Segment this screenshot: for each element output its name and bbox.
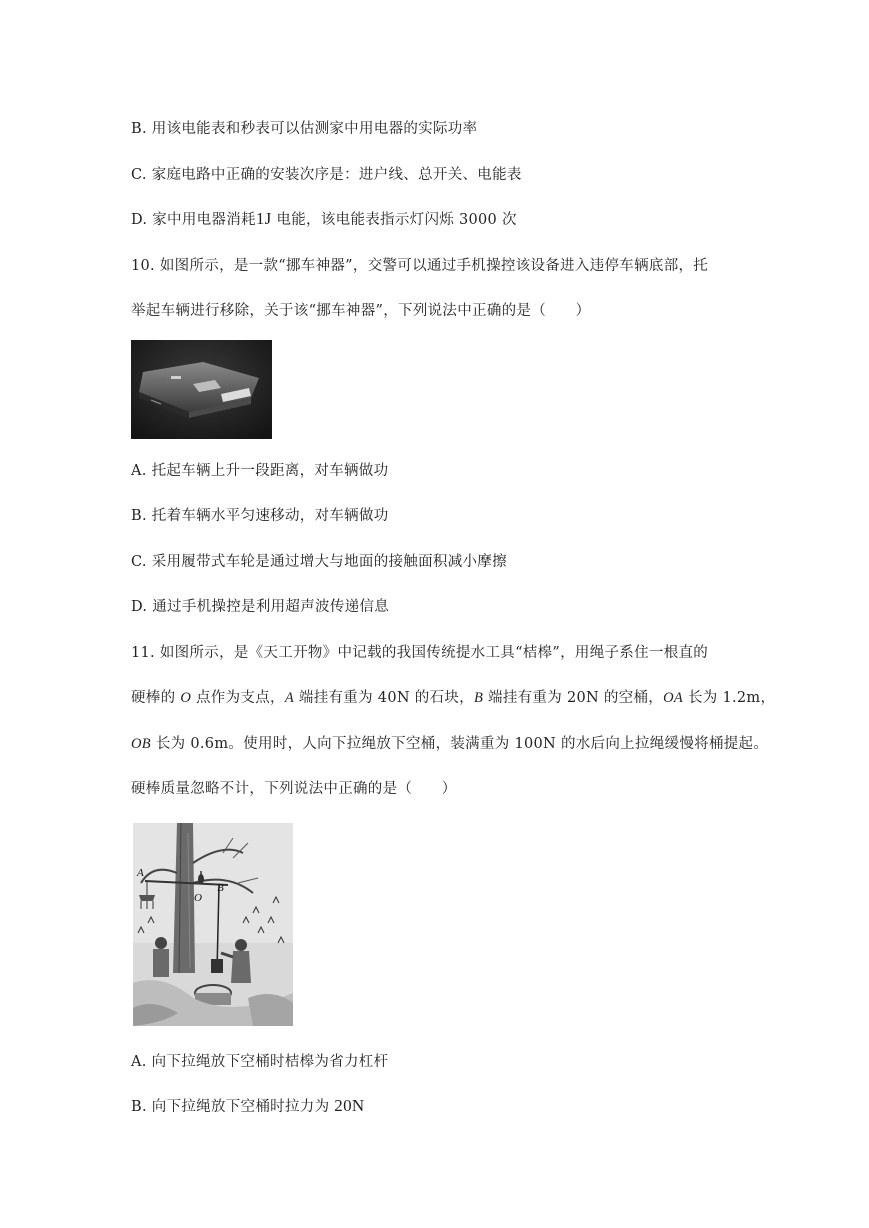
q10-option-d: D. 通过手机操控是利用超声波传递信息: [131, 599, 390, 615]
q11-option-b-force: 20N: [334, 1096, 365, 1115]
q11-stem3-a: 长为 0.6m。使用时，人向下拉绳放下空桶，装满重为 100N 的水后向上拉绳缓慢将桶提起。: [150, 736, 769, 752]
q10-stem-line2: 举起车辆进行移除，关于该“挪车神器”，下列说法中正确的是（ ）: [131, 303, 591, 319]
q9-option-c: C. 家庭电路中正确的安装次序是：进户线、总开关、电能表: [131, 167, 522, 183]
car-mover-device-image: [131, 340, 272, 439]
fig-label-o: O: [194, 892, 202, 904]
well-sweep-illustration: [133, 823, 293, 1026]
point-b-label: B: [473, 690, 484, 706]
q11-option-b: [131, 1095, 364, 1116]
q10-option-a: A. 托起车辆上升一段距离，对车辆做功: [131, 463, 389, 479]
q11-stem-line4: 硬棒质量忽略不计，下列说法中正确的是（ ）: [131, 781, 457, 797]
q10-option-c: C. 采用履带式车轮是通过增大与地面的接触面积减小摩擦: [131, 554, 507, 570]
fig-label-a: A: [137, 867, 144, 879]
q11-stem2-d: 端挂有重为 20N 的空桶，: [483, 690, 664, 706]
q11-stem2-e: 长为 1.2m，: [683, 690, 776, 706]
q9-option-b: B. 用该电能表和秒表可以估测家中用电器的实际功率: [131, 121, 478, 137]
q9-option-d: [131, 208, 517, 229]
q10-option-b: B. 托着车辆水平匀速移动，对车辆做功: [131, 508, 389, 524]
q9-option-d-pre: D. 家中用电器消耗: [131, 212, 256, 228]
q11-option-a: A. 向下拉绳放下空桶时桔槔为省力杠杆: [131, 1054, 389, 1070]
point-a-label: A: [284, 690, 294, 706]
q11-stem-line3: [131, 732, 768, 753]
q9-option-d-energy: 1J: [255, 209, 272, 228]
q10-stem-line1: 10. 如图所示，是一款“挪车神器”，交警可以通过手机操控该设备进入违停车辆底部，托: [131, 258, 709, 274]
point-o-label: O: [180, 690, 192, 706]
q11-stem-line1: 11. 如图所示，是《天工开物》中记载的我国传统提水工具“桔槔”，用绳子系住一根直的: [131, 645, 709, 661]
q11-stem-line2: [131, 686, 775, 707]
fig-label-b: B: [217, 882, 224, 894]
q9-option-d-post: 电能，该电能表指示灯闪烁 3000 次: [271, 212, 517, 228]
segment-oa-label: OA: [663, 690, 684, 706]
q11-stem2-c: 端挂有重为 40N 的石块，: [293, 690, 474, 706]
q11-stem2-b: 点作为支点，: [191, 690, 285, 706]
q11-stem2-a: 硬棒的: [131, 690, 181, 706]
segment-ob-label: OB: [131, 736, 151, 752]
q11-option-b-pre: B. 向下拉绳放下空桶时拉力为: [131, 1099, 335, 1115]
